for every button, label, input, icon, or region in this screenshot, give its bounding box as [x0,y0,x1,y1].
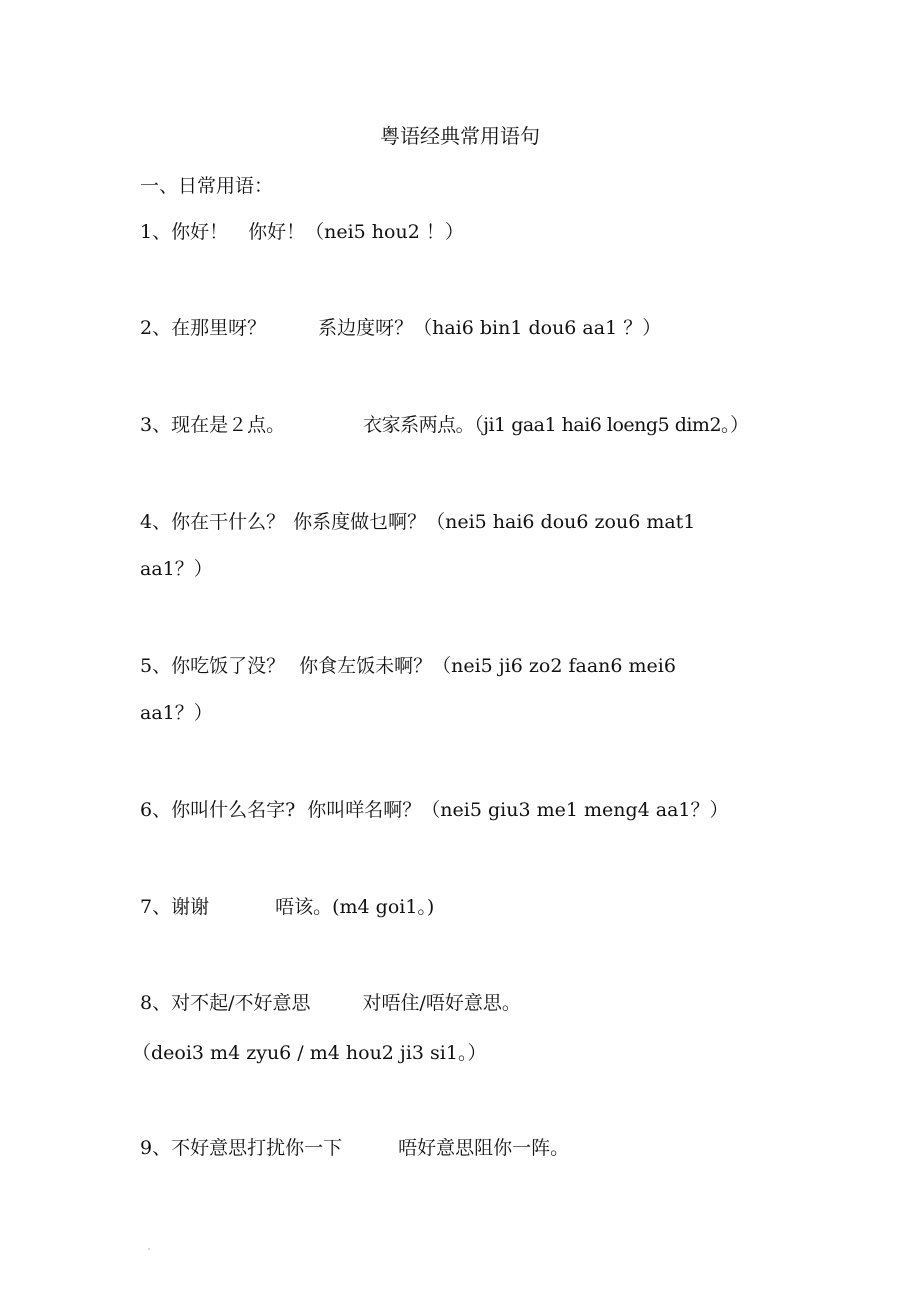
phrase-item-9 [140,1134,569,1162]
cantonese-text: 对唔住/唔好意思。 [362,992,521,1014]
mandarin-text: 9、不好意思打扰你一下 [140,1137,343,1159]
phrase-item-5 [140,652,676,680]
phrase-item-8 [140,989,521,1017]
mandarin-text: 8、对不起/不好意思 [140,992,311,1014]
mandarin-text: 1、你好！ [140,221,229,243]
phrase-item-6 [140,796,729,824]
phrase-item-2 [140,314,661,342]
mandarin-text: 7、谢谢 [140,896,210,918]
phrase-item-4 [140,508,695,536]
document-title: 粤语经典常用语句 [380,124,540,148]
cantonese-text: 你系度做乜啊？（nei5 hai6 dou6 zou6 mat1 [293,511,696,533]
phrase-item-3 [140,411,749,439]
cantonese-text: 你食左饭未啊？（nei5 ji6 zo2 faan6 mei6 [299,655,676,677]
mandarin-text: 5、你吃饭了没？ [140,655,286,677]
phrase-item-8-continuation: （deoi3 m4 zyu6 / m4 hou2 ji3 si1。） [132,1042,487,1064]
phrase-item-7 [140,893,434,921]
mandarin-text: 2、在那里呀？ [140,317,267,339]
phrase-item-4-continuation: aa1？） [140,558,213,580]
cantonese-text: 唔该。(m4 goi1。) [275,896,435,918]
phrase-item-1 [140,218,464,246]
cantonese-text: 衣家系两点。（ji1 gaa1 hai6 loeng5 dim2。） [363,414,749,436]
cantonese-text: 唔好意思阻你一阵。 [398,1137,570,1159]
mandarin-text: 6、你叫什么名字? [140,799,296,821]
section-heading: 一、日常用语： [140,175,274,197]
cantonese-text: 你叫咩名啊？（nei5 giu3 me1 meng4 aa1？） [307,799,729,821]
phrase-item-5-continuation: aa1？） [140,702,213,724]
scan-speck [148,1248,150,1250]
cantonese-text: 你好！（nei5 hou2 ！） [248,221,464,243]
cantonese-text: 系边度呀？（hai6 bin1 dou6 aa1 ？） [318,317,662,339]
mandarin-text: 4、你在干什么？ [140,511,286,533]
mandarin-text: 3、现在是２点。 [140,414,286,436]
